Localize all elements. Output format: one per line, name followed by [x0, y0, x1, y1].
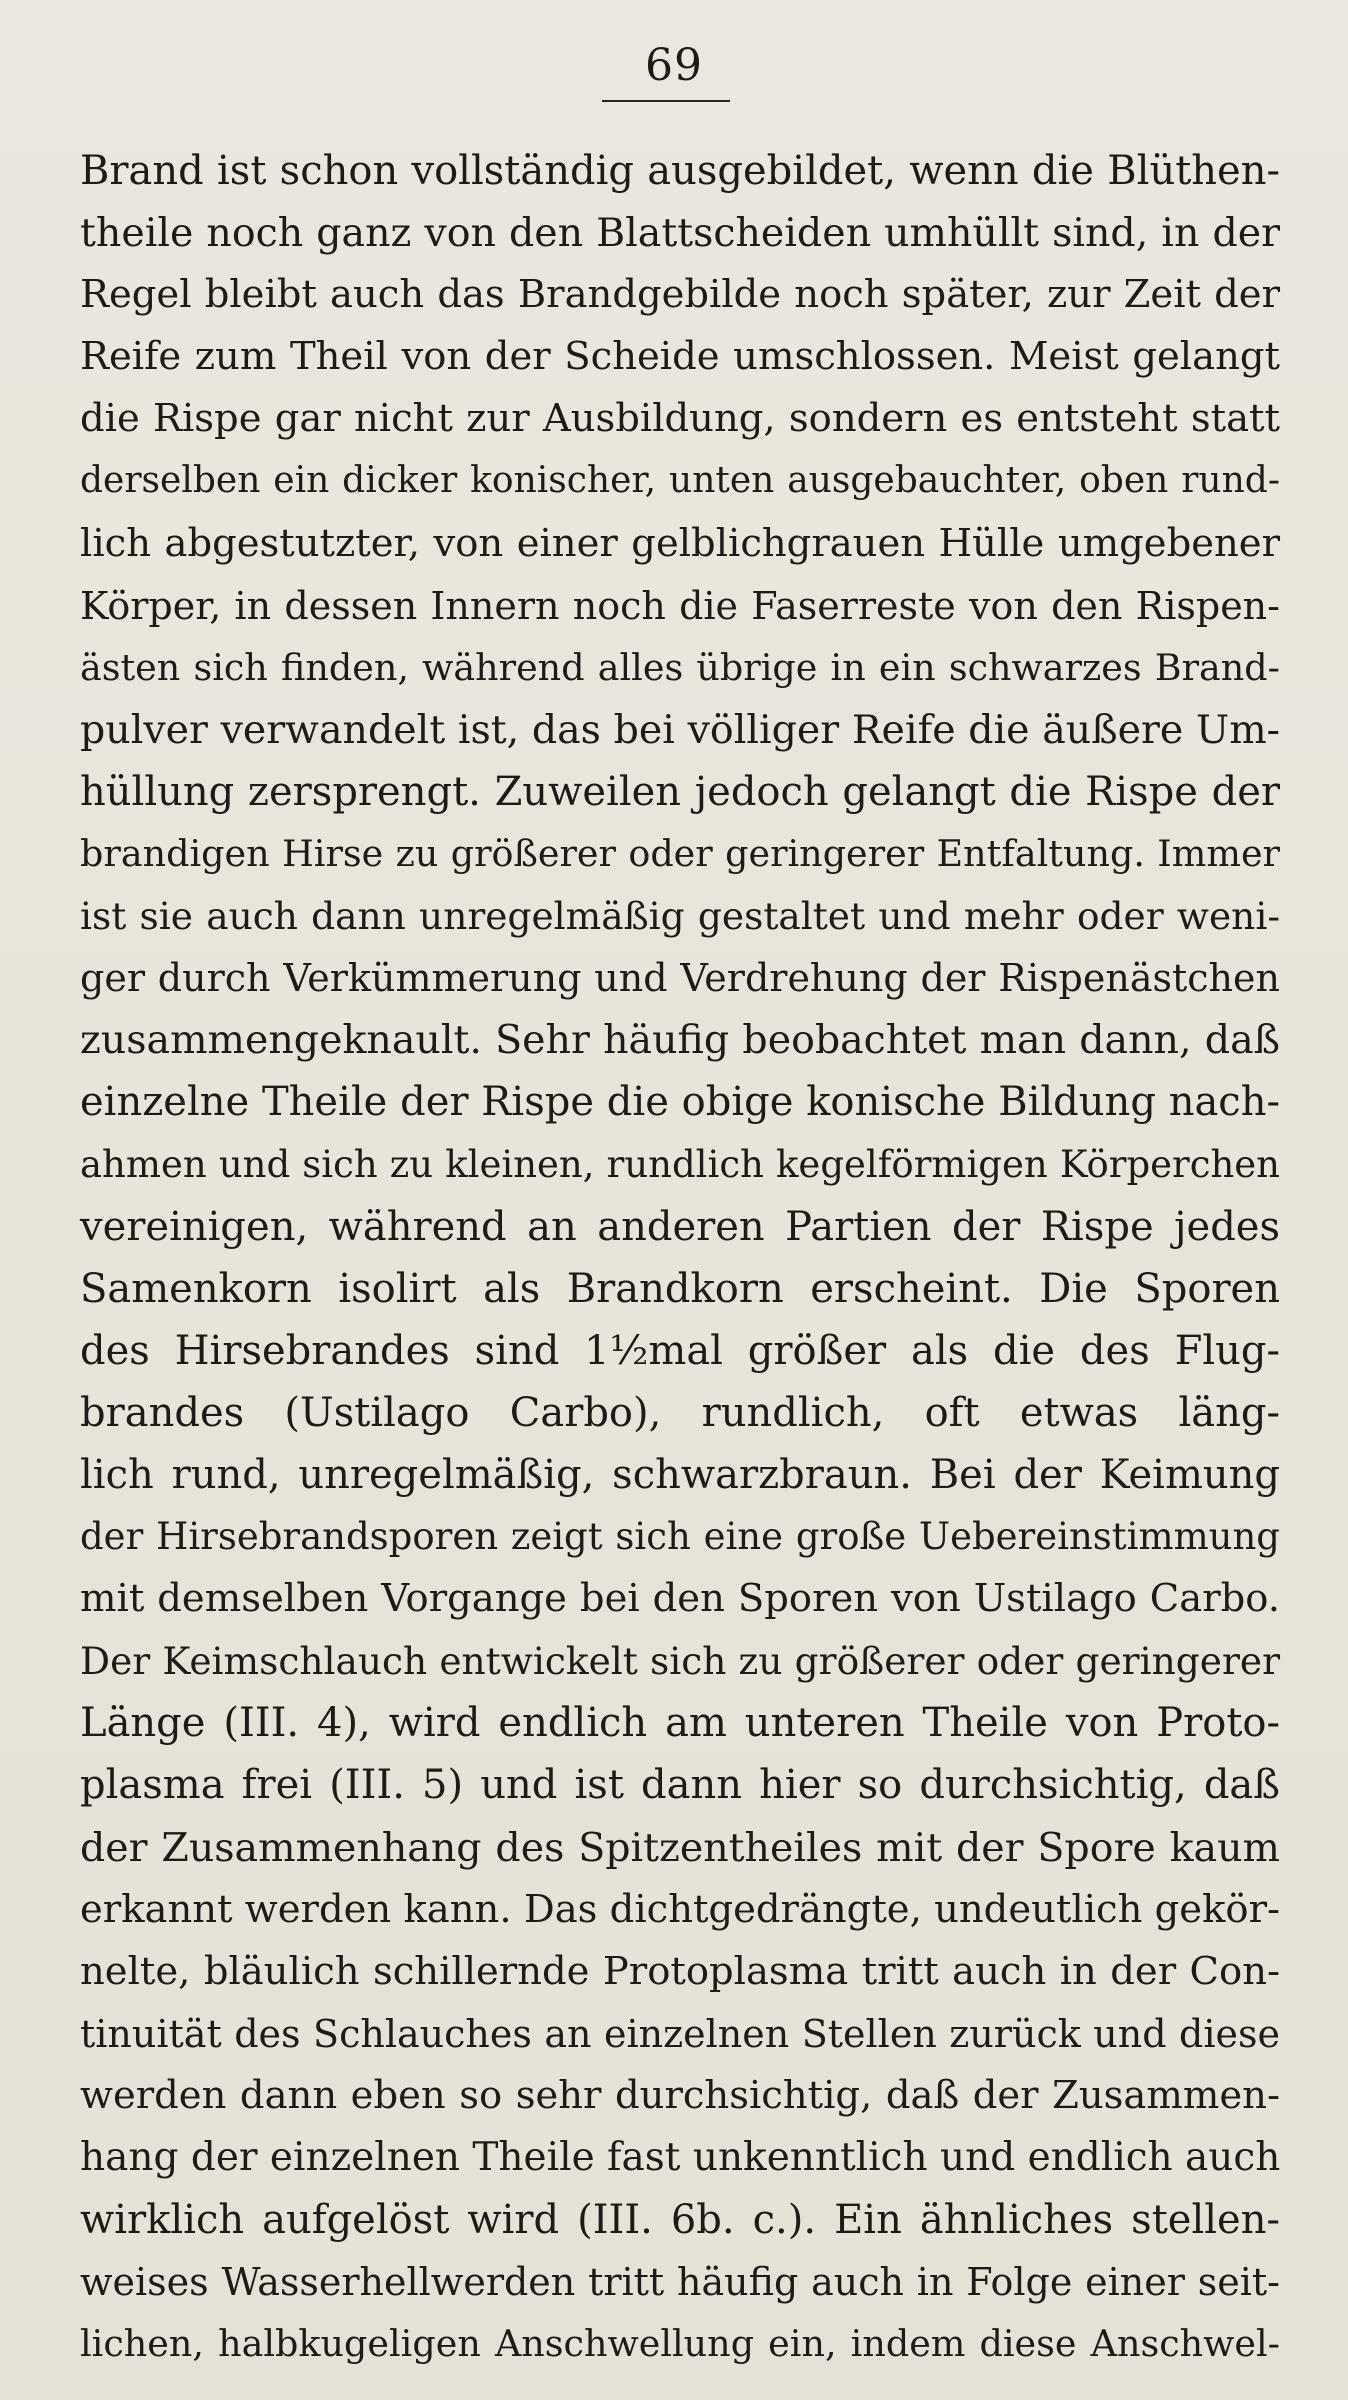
text-line: brandes (Ustilago Carbo), rundlich, oft etwas läng- [80, 1389, 1280, 1436]
text-line: hang der einzelnen Theile fast unkenntlich und endlich auch [80, 2135, 1281, 2180]
text-line: des Hirsebrandes sind 1½mal größer als die des Flug- [80, 1327, 1280, 1374]
text-line: Regel bleibt auch das Brandgebilde noch später, zur Zeit der [80, 272, 1280, 318]
text-line: zusammengeknault. Sehr häufig beobachtet man dann, daß [80, 1017, 1280, 1064]
text-line: derselben ein dicker konischer, unten ausgebauchter, oben rund- [80, 460, 1280, 502]
text-line: Reife zum Theil von der Scheide umschlossen. Meist gelangt [80, 334, 1280, 380]
text-line: Länge (III. 4), wird endlich am unteren Theile von Proto- [80, 1700, 1280, 1747]
text-line: Körper, in dessen Innern noch die Faserreste von den Rispen- [80, 583, 1280, 628]
page-number-rule [602, 100, 730, 102]
page-number: 69 [645, 40, 703, 91]
text-line: ahmen und sich zu kleinen, rundlich kegelförmigen Körperchen [80, 1142, 1280, 1186]
text-line: theile noch ganz von den Blattscheiden umhüllt sind, in der [80, 210, 1280, 257]
text-line: brandigen Hirse zu größerer oder geringerer Entfaltung. Immer [80, 832, 1280, 876]
text-line: Samenkorn isolirt als Brandkorn erscheint. Die Sporen [80, 1265, 1280, 1312]
text-line: der Zusammenhang des Spitzentheiles mit der Spore kaum [80, 1824, 1280, 1871]
text-line: Brand ist schon vollständig ausgebildet, wenn die Blüthen- [80, 148, 1280, 194]
text-line: pulver verwandelt ist, das bei völliger Reife die äußere Um- [80, 706, 1280, 753]
text-line: plasma frei (III. 5) und ist dann hier so durchsichtig, daß [80, 1762, 1280, 1809]
text-line: nelte, bläulich schillernde Protoplasma tritt auch in der Con- [80, 1948, 1280, 1994]
text-line: wirklich aufgelöst wird (III. 6b. c.). Ein ähnliches stellen- [80, 2197, 1280, 2244]
text-line: ger durch Verkümmerung und Verdrehung der Rispenästchen [80, 956, 1280, 1001]
text-line: lich abgestutzter, von einer gelblichgrauen Hülle umgebener [80, 520, 1280, 566]
text-line: hüllung zersprengt. Zuweilen jedoch gelangt die Rispe der [80, 768, 1280, 815]
text-line: lich rund, unregelmäßig, schwarzbraun. Bei der Keimung [80, 1451, 1280, 1498]
text-line: ist sie auch dann unregelmäßig gestaltet und mehr oder weni- [80, 894, 1280, 939]
text-line: tinuität des Schlauches an einzelnen Stellen zurück und diese [80, 2011, 1280, 2056]
text-line: werden dann eben so sehr durchsichtig, daß der Zusammen- [80, 2072, 1280, 2118]
text-line: die Rispe gar nicht zur Ausbildung, sondern es entsteht statt [80, 396, 1280, 442]
text-line: erkannt werden kann. Das dichtgedrängte, undeutlich gekör- [80, 1886, 1280, 1932]
text-line: weises Wasserhellwerden tritt häufig auch in Folge einer seit- [80, 2260, 1280, 2305]
text-line: ästen sich finden, während alles übrige in ein schwarzes Brand- [80, 645, 1280, 689]
text-line: der Hirsebrandsporen zeigt sich eine große Uebereinstimmung [80, 1515, 1280, 1559]
text-line: Der Keimschlauch entwickelt sich zu größerer oder geringerer [80, 1639, 1280, 1684]
text-line: mit demselben Vorgange bei den Sporen von Ustilago Carbo. [80, 1576, 1280, 1622]
text-line: vereinigen, während an anderen Partien der Rispe jedes [80, 1203, 1280, 1250]
text-line: lichen, halbkugeligen Anschwellung ein, indem diese Anschwel- [80, 2322, 1280, 2366]
text-line: einzelne Theile der Rispe die obige konische Bildung nach- [80, 1079, 1280, 1126]
body-text [80, 140, 1280, 2375]
